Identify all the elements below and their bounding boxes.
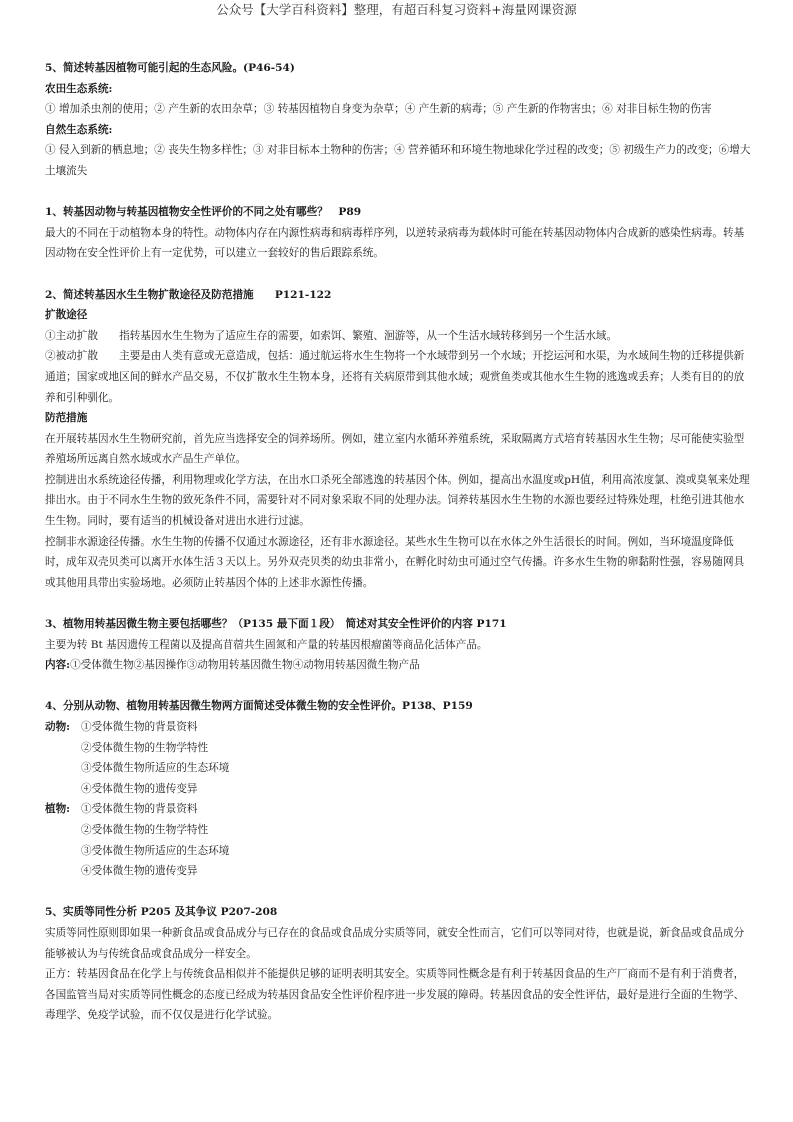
list-item: ①受体微生物的背景资料	[81, 721, 198, 733]
animal-item-row	[45, 717, 753, 738]
question-receptor-microbes: 4、分别从动物、植物用转基因微生物两方面简述受体微生物的安全性评价。P138、P159	[45, 700, 473, 713]
answer-animal-vs-plant: 最大的不同在于动植物本身的特性。动物体内存在内源性病毒和病毒样序列，以逆转录病毒为载体时可能在转基因动物体内合成新的感染性病毒。转基因动物在安全性评价上有一定优势，可以建立一套较好的售后跟踪系统。	[45, 226, 745, 260]
active-spread-paragraph	[45, 326, 753, 347]
content-text: ①受体微生物②基因操作③动物用转基因微生物④动物用转基因微生物产品	[70, 659, 420, 672]
question-aquatic-spread: 2、简述转基因水生生物扩散途径及防范措施 P121-122	[45, 288, 332, 301]
document-body	[45, 58, 753, 1026]
list-item: ①受体微生物的背景资料	[81, 803, 198, 816]
farm-ecosystem-text: ① 增加杀虫剂的使用；② 产生新的农田杂草；③ 转基因植物自身变为杂草；④ 产生新的病毒；⑤ 产生新的作物害虫；⑥ 对非目标生物的伤害	[45, 103, 712, 116]
page-header: 公众号【大学百科资料】整理，有超百科复习资料+海量网课资源	[216, 2, 577, 17]
list-item: ④受体微生物的遗传变异	[81, 782, 198, 795]
question-ecological-risk: 5、简述转基因植物可能引起的生态风险。(P46-54)	[45, 62, 295, 74]
measure-1: 在开展转基因水生生物研究前，首先应当选择安全的饲养场所。例如，建立室内水循环养殖系统，采取隔离方式培育转基因水生生物；尽可能使实验型养殖场所远离自然水域或水产品生产单位。	[45, 432, 745, 466]
active-spread-label: ①主动扩散	[45, 329, 98, 342]
list-item: ②受体微生物的生物学特性	[81, 823, 209, 836]
spread-routes-label: 扩散途径	[45, 309, 88, 322]
content-label: 内容:	[45, 659, 71, 672]
measures-label: 防范措施	[45, 412, 88, 425]
active-spread-text: 指转基因水生生物为了适应生存的需要，如索饵、繁殖、洄游等，从一个生活水域转移到另一个生活水域。	[119, 329, 618, 342]
natural-ecosystem-text: ① 侵入到新的栖息地；② 丧失生物多样性；③ 对非目标本土物种的伤害；④ 营养循环和环境生物地球化学过程的改变；⑤ 初级生产力的改变；⑥增大土壤流失	[45, 144, 751, 177]
measure-3: 控制非水源途径传播。水生生物的传播不仅通过水源途径，还有非水源途径。某些水生生物可以在水体之外生活很长的时间。例如，当环境温度降低时，成年双壳贝类可以离开水体生活３天以上。另外双壳贝类的幼虫非常小，在孵化时幼虫可通过空气传播。许多水生生物的卵黏附性强，容易随网具或其他用具带出实验场地。必须防止转基因个体的上述非水源性传播。	[45, 535, 745, 589]
farm-ecosystem-label: 农田生态系统:	[45, 82, 113, 95]
answer-plant-microbes: 主要为转 Bt 基因遗传工程菌以及提高苜蓿共生固氮和产量的转基因根瘤菌等商品化活体产品。	[45, 638, 488, 651]
answer-substantial-equivalence: 实质等同性原则即如果一种新食品或食品成分与已存在的食品或食品成分实质等同，就安全性而言，它们可以等同对待，也就是说，新食品或食品成分能够被认为与传统食品或食品成分一样安全。	[45, 926, 745, 960]
list-item: ③受体微生物所适应的生态环境	[81, 762, 230, 775]
content-paragraph	[45, 655, 753, 676]
question-animal-vs-plant: 1、转基因动物与转基因植物安全性评价的不同之处有哪些？ P89	[45, 206, 362, 219]
passive-spread-paragraph	[45, 346, 753, 408]
measure-2: 控制进出水系统途径传播，利用物理或化学方法，在出水口杀死全部逃逸的转基因个体。例如，提高出水温度或pH值，利用高浓度氯、溴或臭氧来处理排出水。由于不同水生生物的致死条件不同，需要针对不同对象采取不同的处理办法。饲养转基因水生生物的水源也要经过特殊处理，杜绝引进其他水生生物。同时，要有适当的机械设备对进出水进行过滤。	[45, 473, 750, 528]
natural-ecosystem-label: 自然生态系统:	[45, 123, 113, 136]
list-item: ②受体微生物的生物学特性	[81, 741, 209, 754]
list-item: ③受体微生物所适应的生态环境	[81, 844, 230, 857]
list-item: ④受体微生物的遗传变异	[81, 865, 198, 878]
animal-label: 动物:	[45, 721, 71, 733]
passive-spread-text: 主要是由人类有意或无意造成，包括：通过航运将水生生物将一个水域带到另一个水域；开挖运河和水渠，为水域间生物的迁移提供新通道；国家或地区间的鲜水产品交易，不仅扩散水生生物本身，还将有关病原带到其他水域；观赏鱼类或其他水生生物的逃逸或丢弃；人类有目的的放养和引种驯化。	[45, 350, 745, 404]
pro-argument: 正方：转基因食品在化学上与传统食品相似并不能提供足够的证明表明其安全。实质等同性概念是有利于转基因食品的生产厂商而不是有利于消费者，各国监管当局对实质等同性概念的态度已经成为转基因食品安全性评价程序进一步发展的障碍。转基因食品的安全性评估，最好是进行全面的生物学、毒理学、免疫学试验，而不仅仅是进行化学试验。	[45, 968, 745, 1022]
plant-label: 植物:	[45, 803, 71, 816]
plant-item-row	[45, 799, 753, 820]
passive-spread-label: ②被动扩散	[45, 350, 98, 363]
question-substantial-equivalence: 5、实质等同性分析 P205 及其争议 P207-208	[45, 906, 278, 919]
question-plant-microbes: 3、植物用转基因微生物主要包括哪些？（P135 最下面１段） 简述对其安全性评价的内容 P171	[45, 618, 507, 631]
